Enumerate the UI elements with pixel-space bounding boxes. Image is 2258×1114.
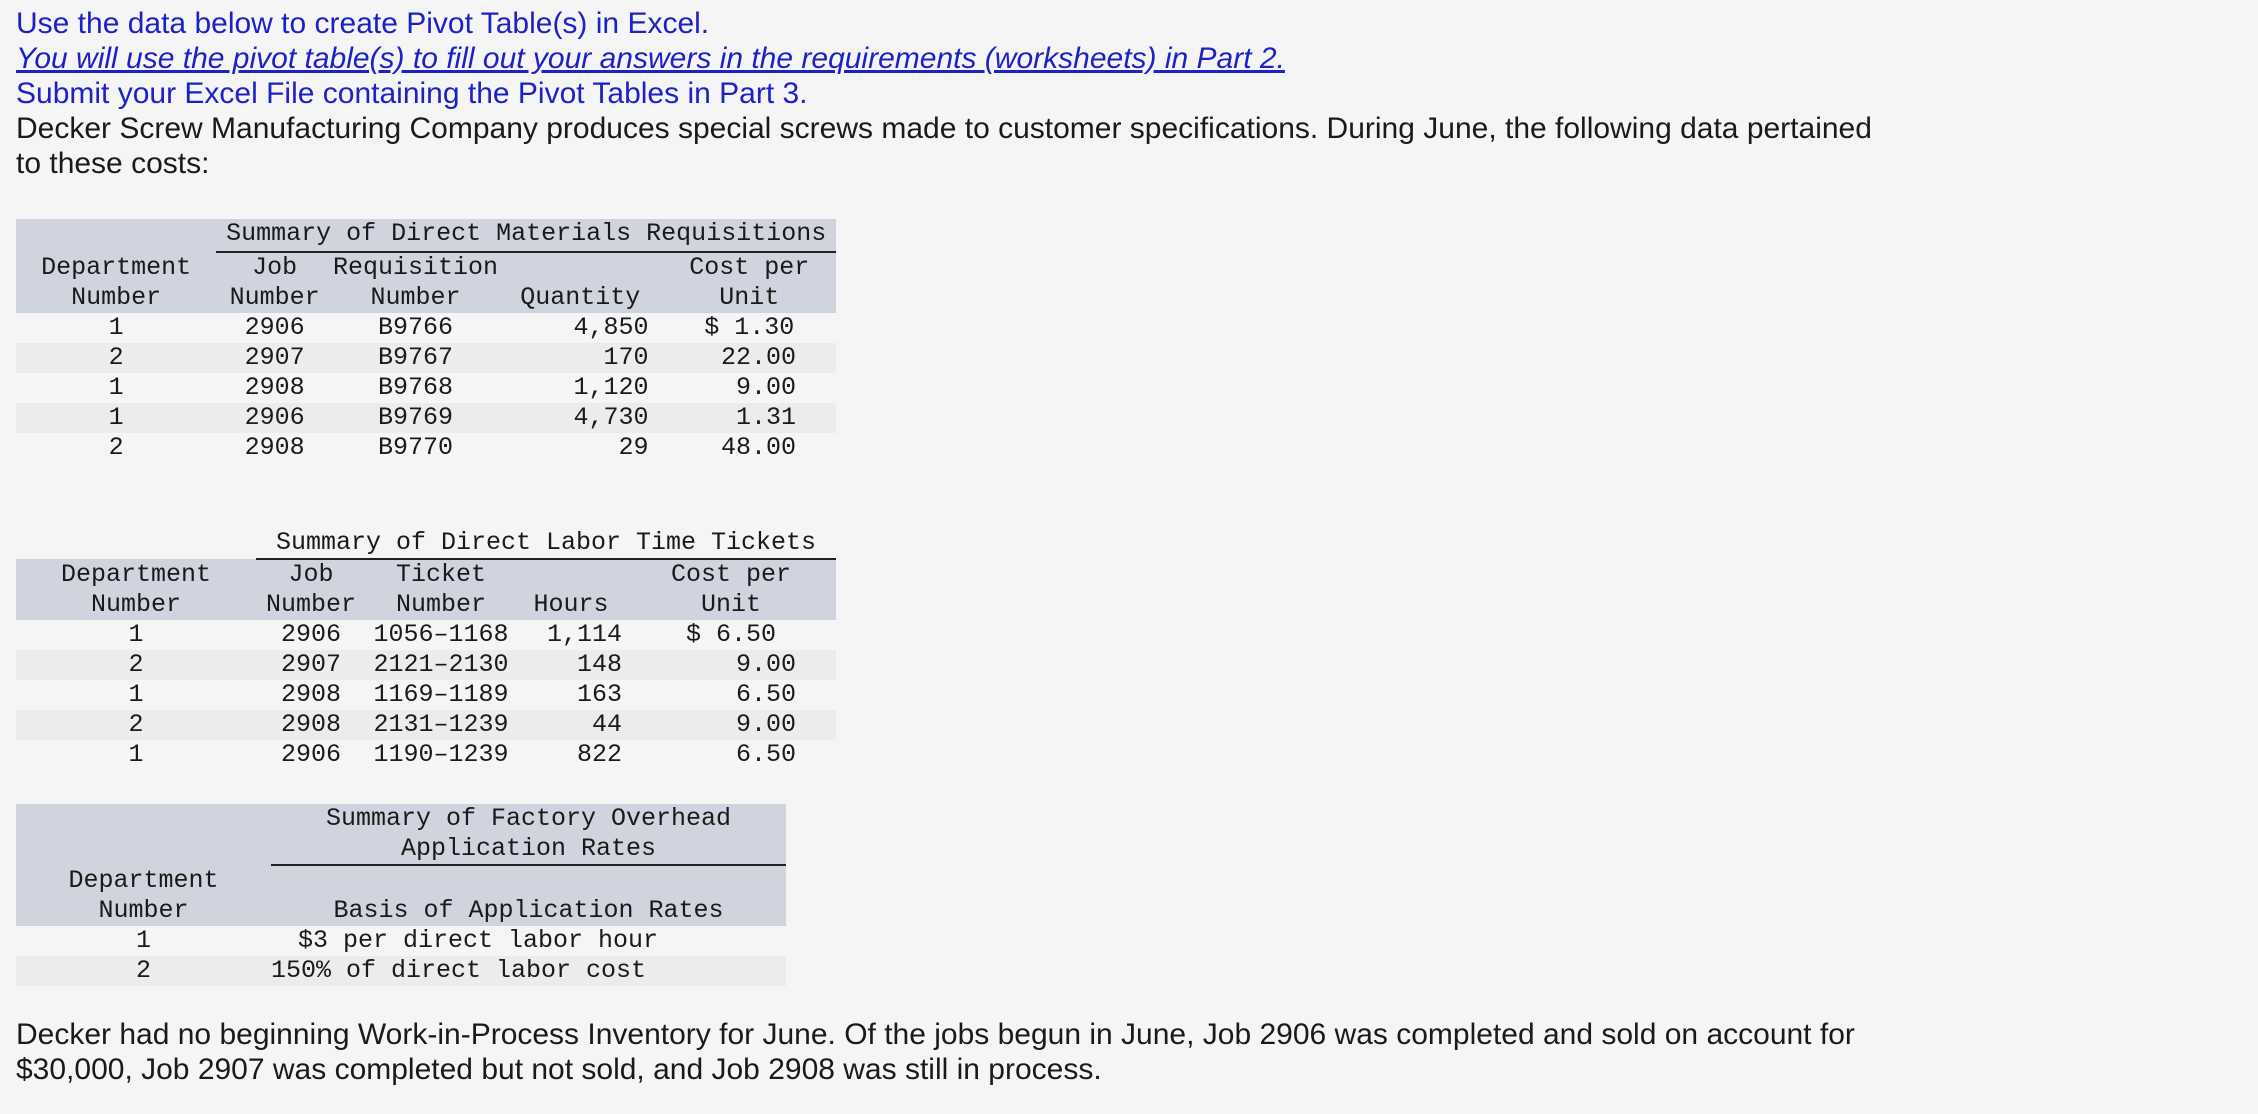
overhead-title-line2: Application Rates [271,834,786,865]
table-row: 1 2906 B9769 4,730 1.31 [16,403,836,433]
header-department-sub: Number [16,590,256,620]
header-job: Job [256,559,366,590]
direct-materials-table [16,219,836,463]
header-department: Department [16,865,271,896]
instruction-line-3: Submit your Excel File containing the Pivot Tables in Part 3. [16,77,808,110]
header-department-sub: Number [16,896,271,926]
direct-labor-table [16,528,836,770]
header-department-sub: Number [16,283,216,313]
table-row: 2 2907 2121–2130 148 9.00 [16,650,836,680]
table-row: 1 2906 1190–1239 822 6.50 [16,740,836,770]
header-requisition-sub: Number [333,283,498,313]
table-row: 1 2908 1169–1189 163 6.50 [16,680,836,710]
header-requisition: Requisition [333,253,499,282]
intro-text [16,6,1896,181]
header-department: Department [16,252,216,283]
header-job: Job [216,252,333,283]
header-job-sub: Number [216,283,333,313]
header-cost-sub: Unit [663,283,836,313]
table-row: 2 2907 B9767 170 22.00 [16,343,836,373]
header-department: Department [16,559,256,590]
problem-description: Decker Screw Manufacturing Company produces special screws made to customer specifications. During June, the following data pertained to these costs: [16,112,1872,180]
instruction-line-1: Use the data below to create Pivot Table(s) in Excel. [16,7,710,40]
header-hours: Hours [516,590,626,620]
header-ticket: Ticket [366,559,516,590]
table-row: 1 $3 per direct labor hour [16,926,786,956]
header-cost-sub: Unit [626,590,836,620]
header-job-sub: Number [256,590,366,620]
table-row: 1 2906 1056–1168 1,114 $ 6.50 [16,620,836,650]
overhead-title-line1: Summary of Factory Overhead [271,804,786,834]
table-row: 1 2906 B9766 4,850 $ 1.30 [16,313,836,343]
header-quantity: Quantity [498,283,662,313]
closing-paragraph: Decker had no beginning Work-in-Process Inventory for June. Of the jobs begun in June, Job 2906 was completed and sold on account for $30,000, Job 2907 was completed but not sold, and Job 2908 was still in process. [16,1018,1855,1086]
table-row: 1 2908 B9768 1,120 9.00 [16,373,836,403]
header-cost: Cost per [663,252,836,283]
labor-title: Summary of Direct Labor Time Tickets [256,528,836,559]
header-basis: Basis of Application Rates [271,896,786,926]
header-cost: Cost per [626,559,836,590]
instruction-line-2-link[interactable]: You will use the pivot table(s) to fill out your answers in the requirements (worksheets) in Part 2. [16,42,1285,75]
table-row: 2 2908 2131–1239 44 9.00 [16,710,836,740]
header-ticket-sub: Number [366,590,516,620]
materials-title: Summary of Direct Materials Requisitions [216,219,836,249]
table-row: 2 2908 B9770 29 48.00 [16,433,836,463]
factory-overhead-table [16,804,786,986]
table-row: 2 150% of direct labor cost [16,956,786,986]
